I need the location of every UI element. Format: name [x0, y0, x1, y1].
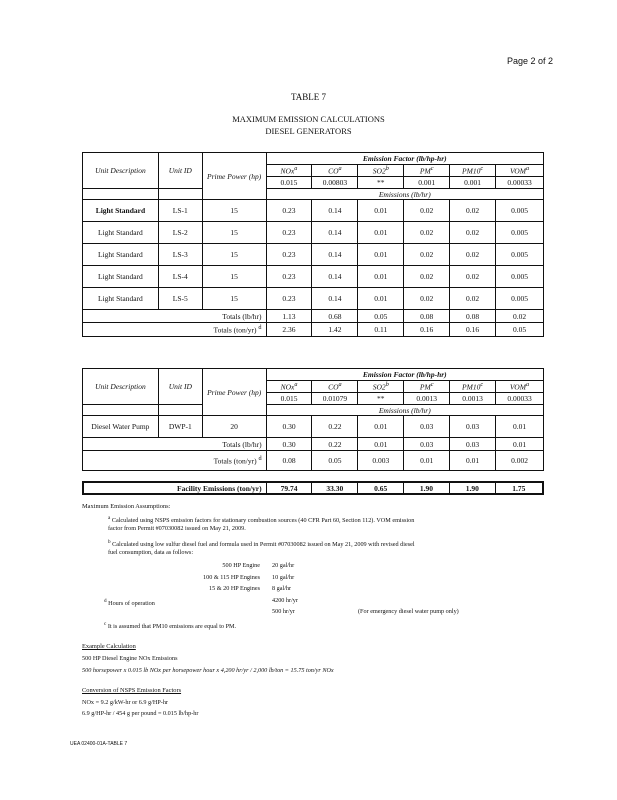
table-row: Light Standard LS-2 15 0.23 0.14 0.01 0.02 0.02 0.005: [83, 222, 544, 244]
emission-table-1: [82, 152, 544, 337]
prime-power-header: Prime Power (hp): [202, 153, 266, 200]
emissions-subheader: Emissions (lb/hr): [266, 189, 543, 200]
hours-value-2: 500 hr/yr: [272, 608, 295, 615]
fuel-label: 100 & 115 HP Engines: [203, 574, 260, 581]
pollutant-header: SO2$^b$: [358, 165, 404, 177]
example-heading: Example Calculation: [82, 643, 136, 650]
pollutant-header: $CO^a$: [312, 381, 358, 393]
pollutant-header: $CO^a$: [312, 165, 358, 177]
factor-cell: 0.00033: [496, 393, 544, 405]
fuel-value: 10 gal/hr: [272, 574, 295, 581]
factor-cell: 0.015: [266, 393, 312, 405]
unit-id-header: Unit ID: [158, 153, 202, 189]
fuel-value: 20 gal/hr: [272, 562, 295, 569]
fuel-value: 8 gal/hr: [272, 585, 292, 592]
unit-id-header: Unit ID: [158, 369, 202, 405]
example-line-1: 500 HP Diesel Engine NOx Emissions: [82, 655, 178, 662]
totals-tpy-row: Totals (ton/yr) $^d$ 2.36 1.42 0.11 0.16 0.16 0.05: [83, 323, 544, 337]
pollutant-header: NOx$^a$: [266, 381, 312, 393]
footnote-a: $^a$ Calculated using NSPS emission factors for stationary combustion sources (40 CFR Part 60, Section 112). VOM emission factor from Permit #07030082 issued on May 21, 2009.: [108, 515, 415, 533]
fuel-label: 15 & 20 HP Engines: [209, 585, 260, 592]
facility-emissions-table: [82, 481, 544, 495]
totals-tpy-row: Totals (ton/yr) $^d$ 0.08 0.05 0.003 0.01 0.01 0.002: [83, 451, 544, 471]
hours-value-1: 4200 hr/yr: [272, 597, 298, 604]
table-row: Diesel Water Pump DWP-1 20 0.30 0.22 0.01 0.03 0.03 0.01: [83, 416, 544, 438]
footer-id: UEA 02400-01A-TABLE 7: [70, 741, 128, 747]
pollutant-header: SO2$^b$: [358, 381, 404, 393]
pollutant-header: VOM$^a$: [496, 381, 544, 393]
emission-table-2: [82, 368, 544, 471]
conversion-line-2: 6.9 g/HP-hr / 454 g per pound = 0.015 lb/hp-hr: [82, 710, 199, 717]
table-row: Light Standard LS-4 15 0.23 0.14 0.01 0.02 0.02 0.005: [83, 266, 544, 288]
page-number: Page 2 of 2: [506, 56, 553, 66]
unit-description-header: Unit Description: [83, 153, 159, 189]
emission-factor-header: Emission Factor (lb/hp-hr): [266, 369, 543, 381]
pollutant-header: VOM$^a$: [496, 165, 544, 177]
factor-cell: 0.015: [266, 177, 312, 189]
example-line-2: 500 horsepower x 0.015 lb NOx per horsepower hour x 4,200 hr/yr / 2,000 lb/ton = 15.75 ton/yr NOx: [82, 667, 334, 674]
hours-label: $^d$ Hours of operation: [104, 598, 155, 608]
prime-power-header: Prime Power (hp): [202, 369, 266, 416]
unit-description-header: Unit Description: [83, 369, 159, 405]
factor-cell: **: [358, 177, 404, 189]
pollutant-header: NOx$^a$: [266, 165, 312, 177]
pollutant-header: $PM^c$: [404, 381, 450, 393]
table-row: Light Standard LS-1 15 0.23 0.14 0.01 0.02 0.02 0.005: [83, 200, 544, 222]
factor-cell: 0.001: [450, 177, 496, 189]
footnote-c: $^c$ It is assumed that PM10 emissions are equal to PM.: [104, 621, 237, 631]
facility-row: Facility Emissions (ton/yr) 79.74 33.30 0.65 1.90 1.90 1.75: [83, 482, 543, 494]
factor-cell: **: [358, 393, 404, 405]
factor-cell: 0.00803: [312, 177, 358, 189]
assumptions-heading: Maximum Emission Assumptions:: [82, 503, 171, 510]
conversion-line-1: NOx = 9.2 g/kW-hr or 6.9 g/HP-hr: [82, 699, 168, 706]
pollutant-header: $PM^c$: [404, 165, 450, 177]
table-row: Light Standard LS-3 15 0.23 0.14 0.01 0.02 0.02 0.005: [83, 244, 544, 266]
factor-cell: 0.0013: [404, 393, 450, 405]
emission-factor-header: Emission Factor (lb/hp-hr): [266, 153, 543, 165]
conversion-heading: Conversion of NSPS Emission Factors: [82, 687, 182, 694]
factor-cell: 0.01079: [312, 393, 358, 405]
totals-lbhr-row: Totals (lb/hr) 0.30 0.22 0.01 0.03 0.03 0.01: [83, 438, 544, 451]
fuel-label: 500 HP Engine: [222, 562, 260, 569]
emissions-subheader: Emissions (lb/hr): [266, 405, 543, 416]
table-label: TABLE 7: [290, 92, 327, 102]
factor-cell: 0.0013: [450, 393, 496, 405]
title-line2: DIESEL GENERATORS: [265, 126, 352, 136]
hours-note: (For emergency diesel water pump only): [358, 608, 459, 615]
footnote-b: $^b$ Calculated using low sulfur diesel fuel and formula used in Permit #07030082 issued on May 21, 2009 with revised diesel fuel consumption, data as follows:: [108, 539, 415, 557]
factor-cell: 0.001: [404, 177, 450, 189]
totals-lbhr-row: Totals (lb/hr) 1.13 0.68 0.05 0.08 0.08 0.02: [83, 310, 544, 323]
table-row: Light Standard LS-5 15 0.23 0.14 0.01 0.02 0.02 0.005: [83, 288, 544, 310]
pollutant-header: PM10$^c$: [450, 165, 496, 177]
pollutant-header: PM10$^c$: [450, 381, 496, 393]
title-line1: MAXIMUM EMISSION CALCULATIONS: [232, 114, 385, 124]
factor-cell: 0.00033: [496, 177, 544, 189]
